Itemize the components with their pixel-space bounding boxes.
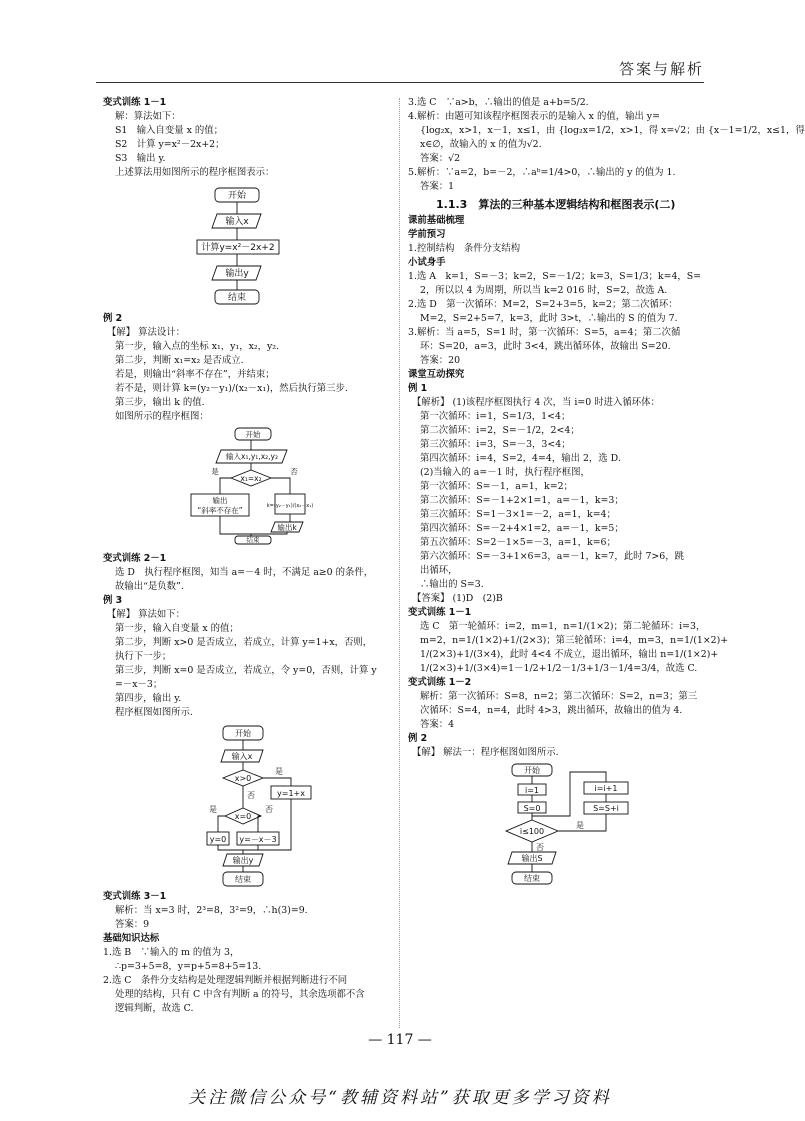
fc4-output: 输出S [521, 854, 543, 863]
fc4-init-i: i=1 [524, 786, 540, 795]
text-line: 【解析】 (1)该程序框图执行 4 次，当 i=0 时进入循环体： [412, 397, 660, 408]
text-line: 答案：1 [420, 181, 455, 192]
text-line: 解：算法如下： [115, 111, 181, 122]
text-line: 第三次循环：S=1－3×1=－2，a=1，k=4； [420, 509, 616, 520]
flowchart-2 [103, 426, 390, 544]
text-line: 第二次循环：S=－1+2×1=1，a=－1，k=3； [420, 495, 624, 506]
page-number: — 117 — [368, 1032, 432, 1048]
text-line: 上述算法用如图所示的程序框图表示： [115, 167, 275, 178]
fc3-no1: 否 [247, 791, 255, 800]
fc2-yes: 是 [211, 467, 219, 476]
text-line: 答案：√2 [420, 153, 461, 164]
text-line: 如图所示的程序框图： [115, 411, 209, 422]
text-line: 【解】 解法一：程序框图如图所示. [412, 747, 559, 758]
fc1-start: 开始 [227, 191, 247, 201]
text-line: 次循环：S=4，n=4，此时 4>3，跳出循环，故输出的值为 4. [420, 705, 683, 716]
text-line: ∴p=3+5=8，y=p+5=8+5=13. [115, 961, 262, 972]
section-heading: 例 3 [103, 595, 123, 606]
section-heading: 基础知识达标 [103, 933, 160, 944]
fc4-end: 结束 [524, 874, 540, 883]
section-heading: 变式训练 2－1 [103, 553, 167, 564]
text-line: 第四步，输出 y. [115, 693, 182, 704]
fc1-input: 输入x [225, 217, 249, 227]
fc1-end: 结束 [227, 293, 247, 303]
fc4-incr: i=i+1 [594, 784, 618, 793]
fc2-output-b: “斜率不存在” [197, 506, 243, 515]
text-line: =－x－3； [115, 679, 163, 690]
text-line: 执行下一步； [115, 651, 172, 662]
text-line: 1.选 A k=1，S=－3；k=2，S=－1/2；k=3，S=1/3；k=4，S= [408, 271, 702, 282]
fc2-no: 否 [290, 467, 298, 476]
text-line: 逻辑判断，故选 C. [115, 1003, 194, 1014]
section-heading: 变式训练 1－1 [103, 97, 167, 108]
text-line: 第一次循环：S=－1，a=1，k=2； [420, 481, 573, 492]
text-line: 答案：20 [420, 355, 461, 366]
text-line: M=2，S=2+5=7，k=3，此时 3>t，∴输出的 S 的值为 7. [420, 313, 678, 324]
text-line: 1.控制结构 条件分支结构 [408, 243, 521, 254]
fc1-output: 输出y [225, 269, 249, 279]
text-line: {log₂x，x>1，x－1，x≤1，由 {log₂x=1/2，x>1，得 x=√2；由 {x－1=1/2，x≤1，得 [420, 125, 805, 136]
fc4-yes: 是 [576, 821, 584, 830]
text-line: 2，所以以 4 为周期，所以当 k=2 016 时，S=2，故选 A. [420, 285, 668, 296]
text-line: 答案：9 [115, 919, 150, 930]
fc4-cond: i≤100 [519, 827, 545, 836]
fc4-start: 开始 [524, 766, 540, 775]
fc3-y0: y=0 [209, 835, 227, 844]
text-line: 1/(2×3)+1/(3×4)，此时 4<4 不成立，退出循环，输出 n=1/(1×2)+ [420, 649, 719, 660]
fc2-output-a: 输出 [212, 496, 228, 505]
fc2-start: 开始 [245, 430, 261, 439]
section-heading: 课前基础梳理 [408, 215, 465, 226]
fc3-output: 输出y [232, 856, 254, 865]
text-line: 选 C 第一轮循环：i=2，m=1，n=1/(1×2)；第二轮循环：i=3， [420, 621, 706, 632]
text-line: 第三步，输出 k 的值. [115, 397, 205, 408]
fc4-no: 否 [536, 843, 544, 852]
text-line: S2 计算 y=x²－2x+2； [115, 139, 225, 150]
text-line: 第四次循环：S=－2+4×1=2，a=－1，k=5； [420, 523, 624, 534]
text-line: S1 输入自变量 x 的值； [115, 125, 224, 136]
text-line: 2.选 C 条件分支结构是处理逻辑判断并根据判断进行不同 [103, 975, 348, 986]
column-separator [399, 98, 400, 1028]
fc2-end: 结束 [246, 536, 260, 544]
text-line: 2.选 D 第一次循环：M=2，S=2+3=5，k=2；第二次循环： [408, 299, 678, 310]
text-line: 第三次循环：i=3，S=－3，3<4； [420, 439, 571, 450]
text-line: 第二步，判断 x>0 是否成立，若成立，计算 y=1+x，否则， [115, 637, 373, 648]
sub-heading: 例 1 [408, 383, 428, 394]
fc3-yes2: 是 [209, 805, 217, 814]
text-line: 1.选 B ∵输入的 m 的值为 3， [103, 947, 240, 958]
fc3-end: 结束 [235, 875, 251, 884]
text-line: 5.解析：∵a=2，b=－2，∴aᵇ=1/4>0，∴输出的 y 的值为 1. [408, 167, 676, 178]
text-line: 第一步，输入自变量 x 的值； [115, 623, 239, 634]
text-line: 出循环， [420, 565, 458, 576]
lesson-title: 1.1.3 算法的三种基本逻辑结构和框图表示(二) [436, 198, 676, 211]
text-line: 程序框图如图所示. [115, 707, 193, 718]
section-heading: 变式训练 3－1 [103, 891, 167, 902]
text-line: 第四次循环：i=4，S=2，4=4，输出 2，选 D. [420, 453, 621, 464]
fc4-sum: S=S+i [593, 804, 619, 813]
fc3-y1: y=1+x [277, 789, 305, 798]
section-heading: 变式训练 1－2 [408, 677, 472, 688]
text-line: 第五次循环：S=2－1×5=－3，a=1，k=6； [420, 537, 616, 548]
text-line: 3.选 C ∵a>b，∴输出的值是 a+b=5/2. [408, 97, 589, 108]
text-line: 若是，则输出“斜率不存在”，并结束； [115, 369, 275, 380]
text-line: 解析：当 x=3 时，2³=8，3²=9，∴h(3)=9. [115, 905, 308, 916]
flowchart-4 [408, 762, 708, 890]
text-line: 3.解析：当 a=5，S=1 时，第一次循环：S=5，a=4；第二次循 [408, 327, 681, 338]
text-line: 【解】 算法设计： [107, 327, 185, 338]
header-rule [96, 82, 704, 83]
sub-heading: 学前预习 [408, 229, 446, 240]
fc1-compute: 计算y=x²－2x+2 [201, 243, 275, 253]
flowchart-3 [103, 722, 390, 888]
text-line: 第三步，判断 x=0 是否成立，若成立，令 y=0，否则，计算 y [115, 665, 377, 676]
text-line: x∈∅，故输入的 x 的值为√2. [420, 139, 542, 150]
fc2-output-k: 输出k [277, 523, 297, 532]
text-line: 第二步，判断 x₁=x₂ 是否成立. [115, 355, 244, 366]
text-line: ∴输出的 S=3. [420, 579, 484, 590]
text-line: 4.解析：由题可知该程序框图表示的是输入 x 的值，输出 y= [408, 111, 660, 122]
text-line: 第一次循环：i=1，S=1/3，1<4； [420, 411, 571, 422]
sub-heading: 例 2 [408, 733, 428, 744]
text-line: 【解】 算法如下： [107, 609, 185, 620]
text-line: 环：S=20，a=3，此时 3<4，跳出循环体，故输出 S=20. [420, 341, 671, 352]
section-heading: 变式训练 1－1 [408, 607, 472, 618]
sub-heading: 小试身手 [408, 257, 446, 268]
right-column [408, 96, 805, 892]
text-line: 若不是，则计算 k=(y₂－y₁)/(x₂－x₁)，然后执行第三步. [115, 383, 348, 394]
left-column [103, 96, 390, 1016]
fc2-cond: x₁=x₂ [240, 474, 262, 483]
text-line: 选 D 执行程序框图，知当 a=－4 时，不满足 a≥0 的条件， [115, 567, 374, 578]
text-line: 第二次循环：i=2，S=－1/2，2<4； [420, 425, 580, 436]
text-line: 第六次循环：S=－3+1×6=3，a=－1，k=7，此时 7>6，跳 [420, 551, 685, 562]
flowchart-1 [103, 182, 390, 310]
text-line: m=2，n=1/(1×2)+1/(2×3)；第三轮循环：i=4，m=3，n=1/(1×2)+ [420, 635, 729, 646]
fc4-init-s: S=0 [523, 804, 541, 813]
fc2-compute: k=(y₂－y₁)/(x₂－x₁) [266, 503, 314, 509]
text-line: 第一步，输入点的坐标 x₁，y₁，x₂，y₂. [115, 341, 280, 352]
text-line: 1/(2×3)+1/(3×4)=1－1/2+1/2－1/3+1/3－1/4=3/4，故选 C. [420, 663, 698, 674]
section-heading: 例 2 [103, 313, 123, 324]
fc3-cond2: x=0 [234, 812, 252, 821]
fc3-start: 开始 [235, 729, 251, 738]
fc3-cond1: x>0 [234, 774, 252, 783]
fc3-y2: y=－x－3 [239, 835, 277, 844]
fc2-input: 输入x₁,y₁,x₂,y₂ [226, 452, 278, 461]
text-line: 答案：4 [420, 719, 455, 730]
text-line: (2)当输入的 a=－1 时，执行程序框图， [420, 467, 590, 478]
text-line: 处理的结构，只有 C 中含有判断 a 的符号，其余选项都不含 [115, 989, 365, 1000]
text-line: 故输出“是负数”. [115, 581, 184, 592]
text-line: S3 输出 y. [115, 153, 166, 164]
footer-note: 关注微信公众号“教辅资料站”获取更多学习资料 [188, 1088, 612, 1108]
fc3-yes1: 是 [275, 767, 283, 776]
text-line: 解析：第一次循环：S=8，n=2；第二次循环：S=2，n=3；第三 [420, 691, 698, 702]
text-line: 【答案】 (1)D (2)B [412, 593, 503, 604]
fc3-input: 输入x [231, 752, 253, 761]
header-title: 答案与解析 [618, 60, 704, 78]
section-heading: 课堂互动探究 [408, 369, 465, 380]
fc3-no2: 否 [265, 805, 273, 814]
